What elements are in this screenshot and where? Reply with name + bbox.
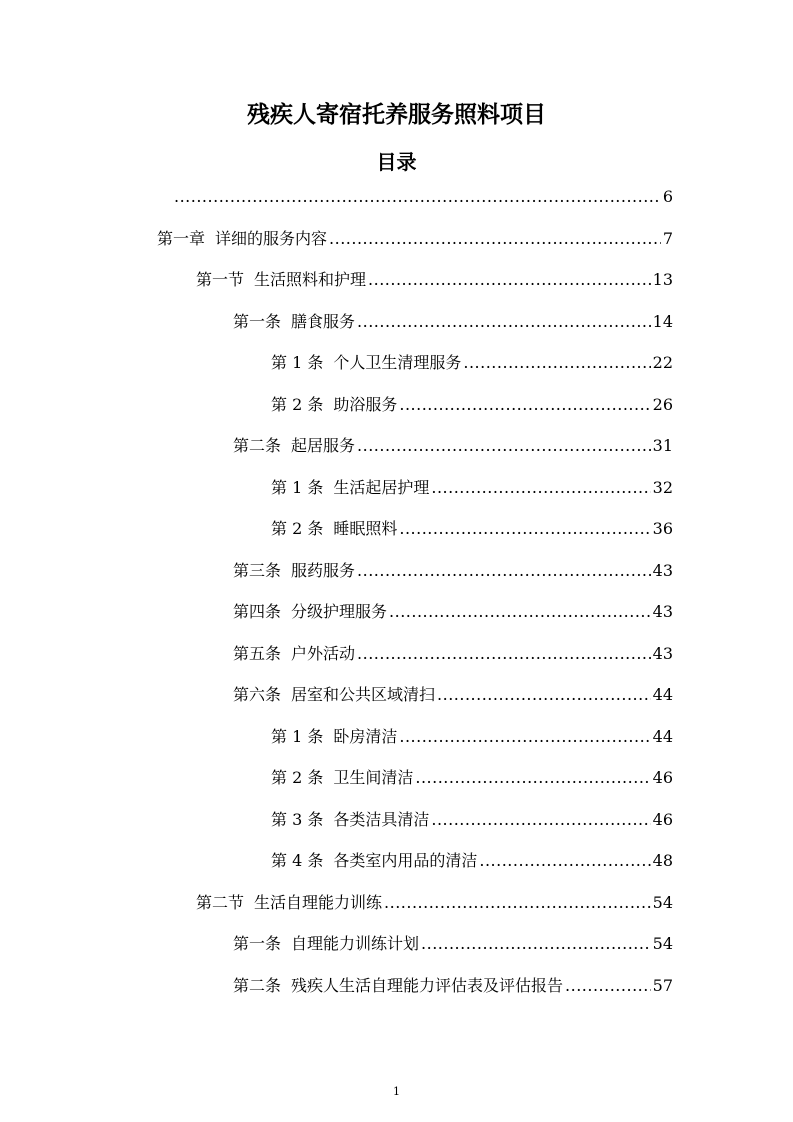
toc-entry-text: 起居服务 [291, 436, 356, 455]
toc-entry-page: 43 [652, 602, 673, 621]
toc-entry-text: 助浴服务 [333, 394, 398, 414]
toc-entry-page: 57 [652, 975, 673, 995]
toc-entry-number: 第一条 [233, 934, 282, 953]
toc-entry-page: 7 [662, 228, 673, 248]
toc-entry-number: 第 2 条 [271, 394, 324, 414]
toc-entry-number: 第 2 条 [271, 519, 324, 538]
toc-entry-number: 第 1 条 [271, 353, 324, 372]
toc-entry-label [271, 726, 397, 748]
toc-entry-label [233, 643, 355, 665]
toc-entry-text: 居室和公共区域清扫 [291, 685, 436, 704]
toc-entry-number: 第四条 [233, 602, 282, 621]
toc-entry[interactable] [271, 726, 673, 748]
toc-entry-label [271, 352, 461, 374]
toc-entry[interactable] [196, 892, 673, 914]
toc-entry-number: 第 4 条 [271, 851, 324, 870]
toc-entry-label [196, 269, 366, 291]
toc-entry-label [233, 311, 355, 333]
toc-entry-label [271, 518, 397, 540]
toc-entry-page: 54 [652, 934, 673, 953]
toc-entry-page: 14 [652, 311, 673, 331]
toc-entry-page: 36 [652, 519, 673, 538]
toc-entry-label [271, 477, 429, 499]
toc-entry-number: 第一条 [233, 311, 282, 331]
toc-entry-page: 46 [652, 809, 673, 829]
toc-entry[interactable] [233, 933, 673, 955]
toc-entry-label [233, 435, 355, 457]
toc-entry-label [233, 975, 563, 997]
toc-entry-number: 第 1 条 [271, 477, 324, 497]
toc-entry-label [271, 809, 429, 831]
toc-entry-text: 残疾人生活自理能力评估表及评估报告 [291, 975, 564, 995]
toc-entry-number: 第 2 条 [271, 768, 324, 787]
toc-leader-dots [479, 850, 650, 872]
toc-entry[interactable] [271, 518, 673, 540]
toc-entry-page: 13 [652, 270, 673, 289]
toc-leader-dots [437, 684, 651, 706]
toc-leader-dots [399, 726, 650, 748]
toc-leader-dots [431, 809, 650, 831]
toc-entry[interactable] [271, 477, 673, 499]
toc-leader-dots [415, 767, 650, 789]
toc-entry-text: 生活自理能力训练 [254, 892, 383, 912]
toc-entry-number: 第三条 [233, 560, 282, 580]
toc-entry-page: 43 [652, 560, 673, 580]
toc-entry-label [233, 560, 355, 582]
toc-entry[interactable] [233, 311, 673, 333]
page-number: 1 [393, 1085, 400, 1098]
toc-entry-number: 第二条 [233, 436, 282, 455]
toc-leader-dots [329, 228, 661, 250]
toc-leader-dots [357, 311, 651, 333]
toc-entry-text: 个人卫生清理服务 [333, 353, 462, 372]
toc-leader-dots [357, 560, 651, 582]
toc-entry-page: 46 [652, 768, 673, 787]
toc-entry[interactable] [271, 850, 673, 872]
toc-entry-text: 各类室内用品的清洁 [333, 851, 478, 870]
toc-entry-text: 生活起居护理 [333, 477, 430, 497]
toc-leader-dots [357, 643, 651, 665]
toc-entry-label [271, 767, 413, 789]
toc-entry-page: 54 [652, 892, 673, 912]
toc-leader-dots [174, 186, 661, 208]
toc-entry[interactable] [271, 767, 673, 789]
toc-entry-text: 睡眠照料 [333, 519, 398, 538]
toc-entry-text: 卧房清洁 [333, 726, 398, 746]
toc-leader-dots [399, 394, 650, 416]
toc-entry-label [271, 394, 397, 416]
toc-entry-text: 详细的服务内容 [215, 228, 328, 248]
toc-entry-page: 44 [652, 726, 673, 746]
toc-entry-label [233, 601, 387, 623]
toc-entry-label [157, 228, 327, 250]
toc-leader-dots [389, 601, 651, 623]
toc-entry-page: 44 [652, 685, 673, 704]
toc-entry-number: 第二条 [233, 975, 282, 995]
toc-entry-text: 户外活动 [291, 643, 356, 663]
toc-entry[interactable] [271, 394, 673, 416]
toc-heading: 目录 [376, 150, 417, 174]
toc-entry-page: 43 [652, 643, 673, 663]
toc-leader-dots [431, 477, 650, 499]
toc-entry-number: 第一章 [157, 228, 206, 248]
toc-entry-text: 自理能力训练计划 [291, 934, 420, 953]
toc-entry[interactable] [233, 601, 673, 623]
toc-entry[interactable] [233, 560, 673, 582]
toc-entry-page: 32 [652, 477, 673, 497]
toc-entry-page: 22 [652, 353, 673, 372]
toc-entry-page: 26 [652, 394, 673, 414]
toc-entry-number: 第五条 [233, 643, 282, 663]
toc-leader-dots [565, 975, 651, 997]
document-title: 残疾人寄宿托养服务照料项目 [247, 102, 546, 128]
toc-entry-label [196, 892, 382, 914]
toc-leader-dots [368, 269, 651, 291]
toc-entry-text: 服药服务 [291, 560, 356, 580]
toc-entry-page: 6 [662, 187, 673, 206]
toc-entry-label [271, 850, 477, 872]
toc-entry-number: 第六条 [233, 685, 282, 704]
toc-entry-label [233, 684, 435, 706]
toc-entry[interactable] [233, 684, 673, 706]
toc-entry[interactable] [233, 643, 673, 665]
toc-leader-dots [421, 933, 651, 955]
toc-entry-label [233, 933, 419, 955]
toc-leader-dots [463, 352, 650, 374]
toc-leader-dots [399, 518, 650, 540]
toc-entry-text: 生活照料和护理 [254, 270, 367, 289]
toc-entry[interactable] [233, 975, 673, 997]
toc-entry-number: 第二节 [196, 892, 245, 912]
toc-entry-page: 31 [652, 436, 673, 455]
toc-entry[interactable] [172, 186, 673, 208]
toc-entry[interactable] [157, 228, 673, 250]
toc-entry-number: 第 1 条 [271, 726, 324, 746]
toc-entry[interactable] [233, 435, 673, 457]
toc-entry-number: 第 3 条 [271, 809, 324, 829]
toc-entry[interactable] [271, 352, 673, 374]
toc-entry-text: 分级护理服务 [291, 602, 388, 621]
toc-entry-number: 第一节 [196, 270, 245, 289]
toc-entry-page: 48 [652, 851, 673, 870]
toc-leader-dots [357, 435, 651, 457]
toc-leader-dots [384, 892, 651, 914]
toc-entry-text: 膳食服务 [291, 311, 356, 331]
toc-entry-text: 各类洁具清洁 [333, 809, 430, 829]
toc-entry[interactable] [271, 809, 673, 831]
toc-entry[interactable] [196, 269, 673, 291]
toc-entry-text: 卫生间清洁 [333, 768, 414, 787]
